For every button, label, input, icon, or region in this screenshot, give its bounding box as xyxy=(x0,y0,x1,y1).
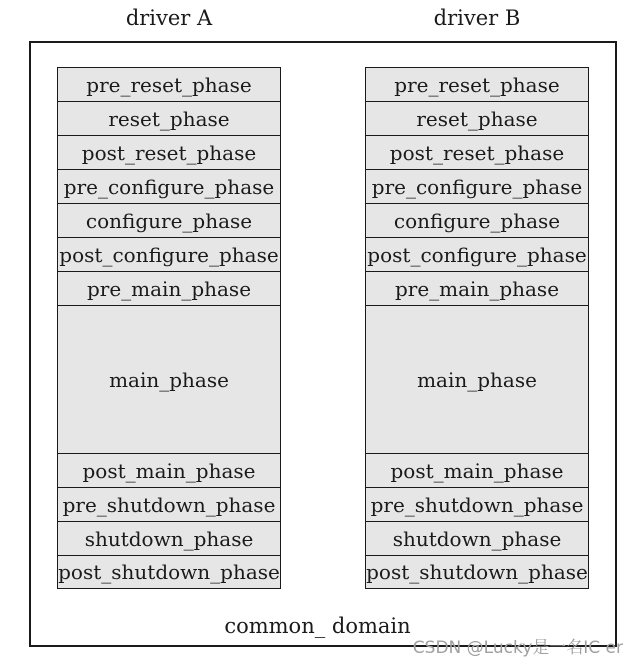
phase-box: shutdown_phase xyxy=(57,521,281,555)
common-domain-label: common_ domain xyxy=(224,614,411,638)
phase-box: post_reset_phase xyxy=(57,135,281,169)
phase-box: pre_shutdown_phase xyxy=(365,487,589,521)
phase-box: post_main_phase xyxy=(57,453,281,487)
driver-a-title: driver A xyxy=(125,6,213,30)
phase-box: pre_reset_phase xyxy=(365,67,589,101)
phase-box: post_shutdown_phase xyxy=(57,555,281,589)
phase-box: pre_reset_phase xyxy=(57,67,281,101)
phase-box: configure_phase xyxy=(365,203,589,237)
phase-box: pre_shutdown_phase xyxy=(57,487,281,521)
phase-box: post_configure_phase xyxy=(57,237,281,271)
phase-box: post_shutdown_phase xyxy=(365,555,589,589)
driver-a-phase-column xyxy=(57,67,281,589)
phase-box: pre_configure_phase xyxy=(365,169,589,203)
phase-box: pre_configure_phase xyxy=(57,169,281,203)
phase-box: post_configure_phase xyxy=(365,237,589,271)
main-phase-box: main_phase xyxy=(365,305,589,453)
watermark: CSDN @Lucky是一名IC er xyxy=(412,638,623,658)
phase-box: pre_main_phase xyxy=(365,271,589,305)
main-phase-box: main_phase xyxy=(57,305,281,453)
phase-box: post_main_phase xyxy=(365,453,589,487)
phase-box: post_reset_phase xyxy=(365,135,589,169)
driver-b-phase-column xyxy=(365,67,589,589)
phase-box: configure_phase xyxy=(57,203,281,237)
phase-box: pre_main_phase xyxy=(57,271,281,305)
phase-box: shutdown_phase xyxy=(365,521,589,555)
phase-box: reset_phase xyxy=(57,101,281,135)
driver-b-title: driver B xyxy=(433,6,521,30)
phase-box: reset_phase xyxy=(365,101,589,135)
